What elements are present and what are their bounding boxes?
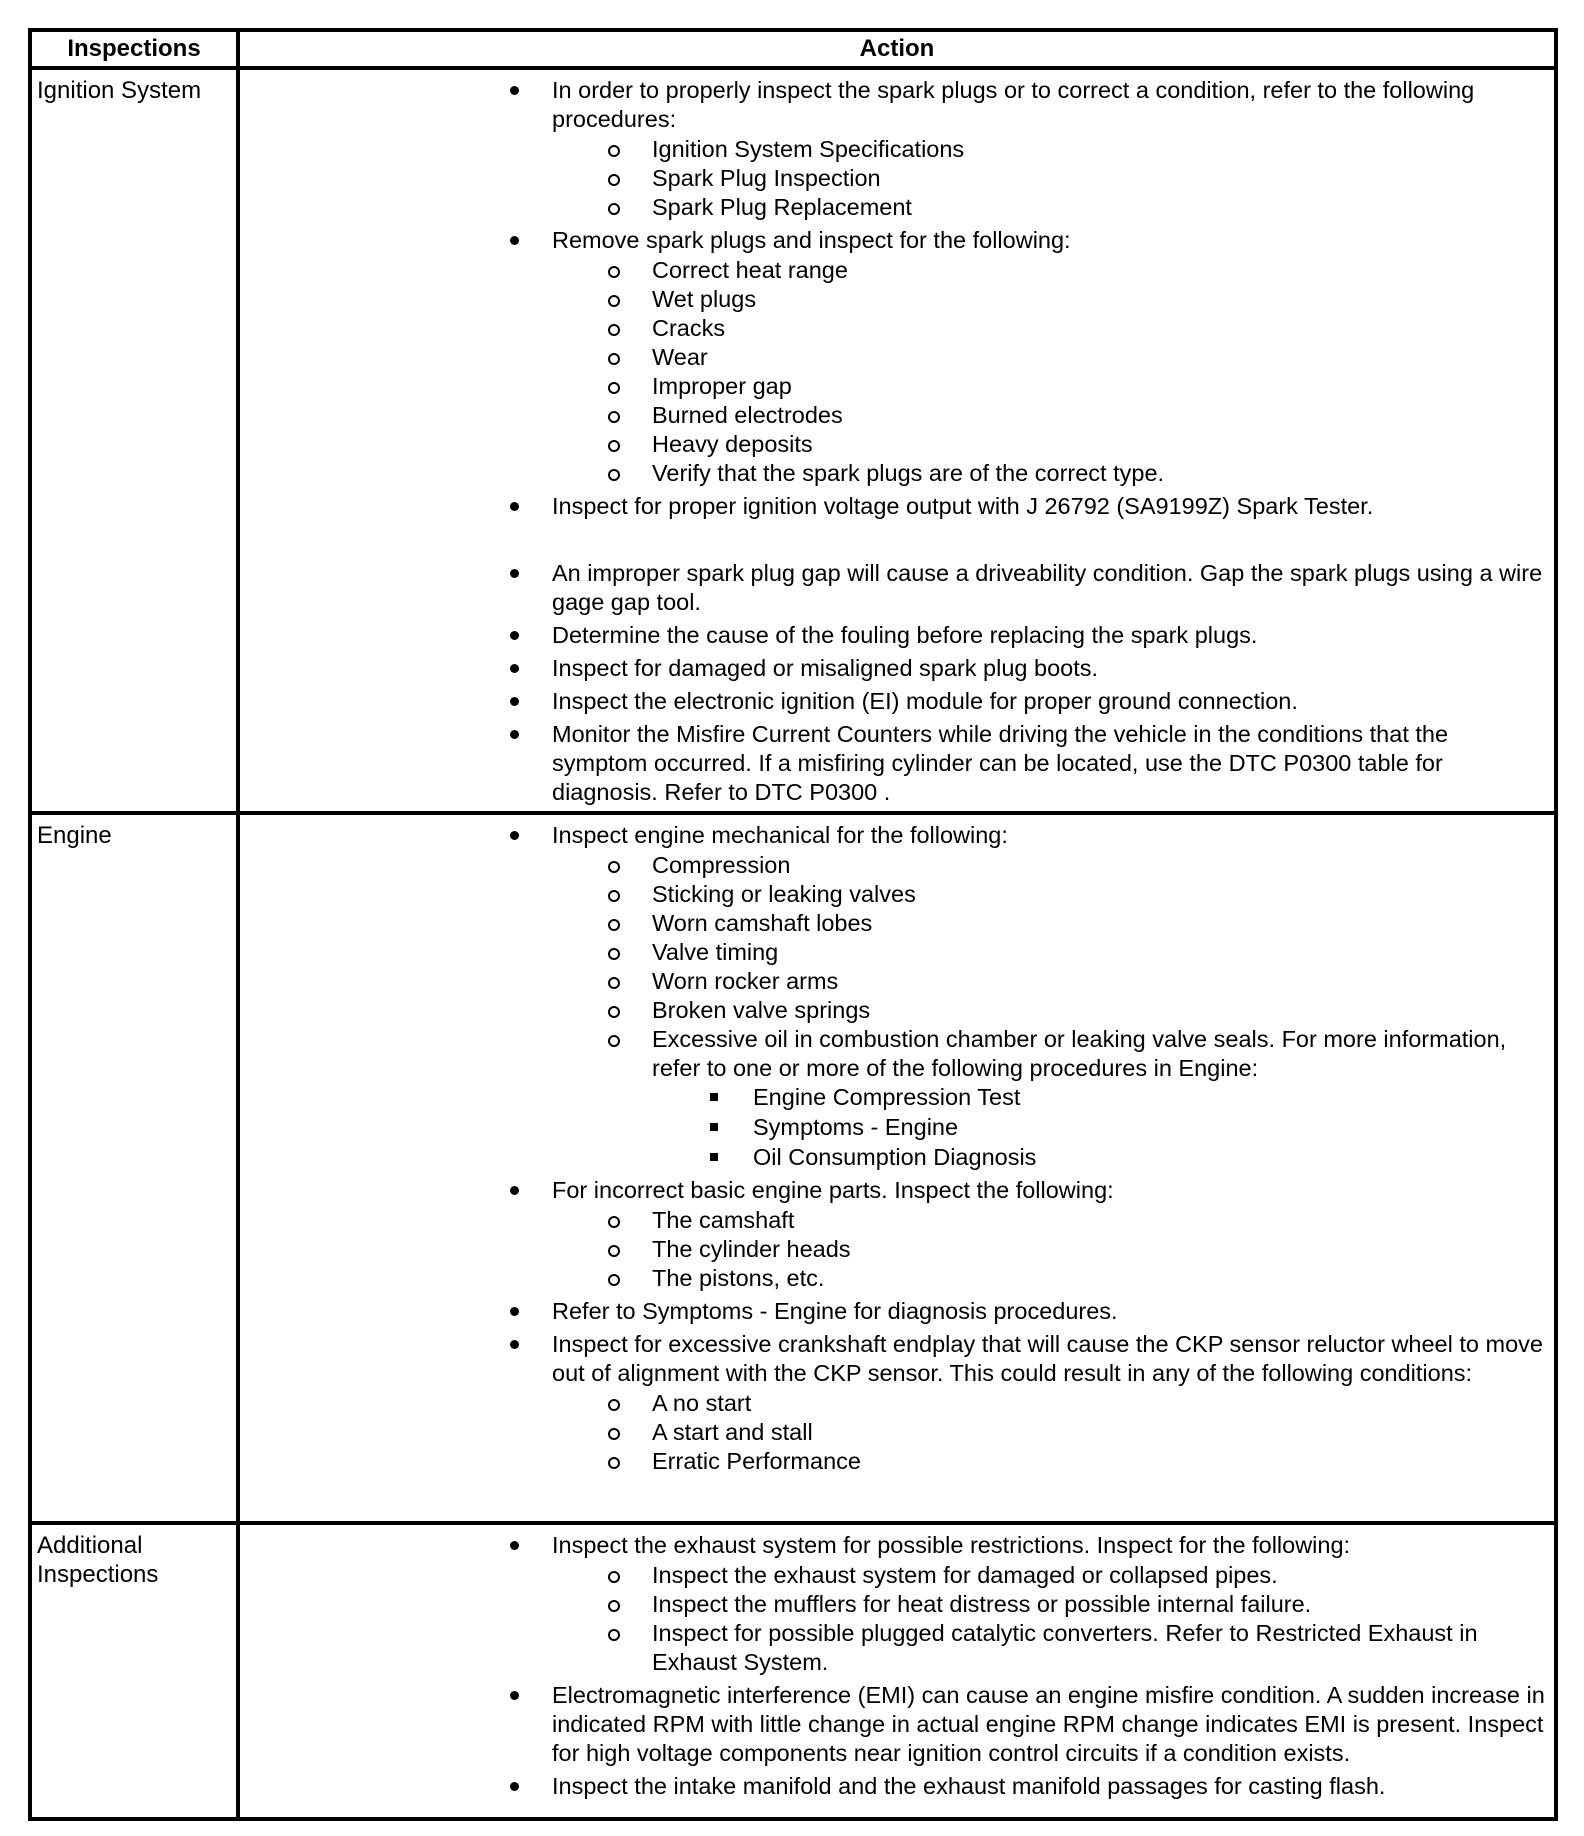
list-item bbox=[240, 1176, 1546, 1293]
sub-list-item: Inspect for possible plugged catalytic converters. Refer to Restricted Exhaust in Exhaust System. bbox=[240, 1619, 1546, 1677]
sub-list-item: Worn camshaft lobes bbox=[240, 909, 1546, 938]
sub-list bbox=[552, 851, 1546, 1172]
list-item: Inspect for proper ignition voltage output with J 26792 (SA9199Z) Spark Tester. bbox=[240, 492, 1546, 521]
sub-list-item: Compression bbox=[240, 851, 1546, 880]
list-item bbox=[240, 1531, 1546, 1677]
sub-list-item: Improper gap bbox=[240, 372, 1546, 401]
sub-sub-list bbox=[652, 1083, 1546, 1172]
sub-list-item: Worn rocker arms bbox=[240, 967, 1546, 996]
list-item: Monitor the Misfire Current Counters while driving the vehicle in the conditions that the symptom occurred. If a misfiring cylinder can be located, use the DTC P0300 table for diagnosis. Refer to DTC P0300 . bbox=[240, 720, 1546, 807]
sub-list bbox=[552, 1389, 1546, 1476]
action-cell bbox=[238, 1523, 1556, 1819]
sub-list-item: Correct heat range bbox=[240, 256, 1546, 285]
item-text: Inspect engine mechanical for the following: bbox=[552, 822, 1008, 848]
sub-list-item: Inspect the mufflers for heat distress or possible internal failure. bbox=[240, 1590, 1546, 1619]
sub-list-item: Heavy deposits bbox=[240, 430, 1546, 459]
sub-list-item: Broken valve springs bbox=[240, 996, 1546, 1025]
item-text: For incorrect basic engine parts. Inspect the following: bbox=[552, 1177, 1114, 1203]
list-item bbox=[240, 226, 1546, 488]
sub-list-item: The cylinder heads bbox=[240, 1235, 1546, 1264]
action-list bbox=[240, 821, 1546, 1476]
sub-list-item: Burned electrodes bbox=[240, 401, 1546, 430]
sub-list-item: Verify that the spark plugs are of the correct type. bbox=[240, 459, 1546, 488]
list-item: Electromagnetic interference (EMI) can cause an engine misfire condition. A sudden increase in indicated RPM with little change in actual engine RPM change indicates EMI is present. Inspect for high voltage components near ignition control circuits if a condition exists. bbox=[240, 1681, 1546, 1768]
list-item: An improper spark plug gap will cause a driveability condition. Gap the spark plugs using a wire gage gap tool. bbox=[240, 559, 1546, 617]
sub-sub-list-item: Oil Consumption Diagnosis bbox=[240, 1143, 1546, 1172]
sub-list-item: Inspect the exhaust system for damaged or collapsed pipes. bbox=[240, 1561, 1546, 1590]
action-header: Action bbox=[238, 30, 1556, 68]
list-item: Inspect for damaged or misaligned spark plug boots. bbox=[240, 654, 1546, 683]
list-item bbox=[240, 1330, 1546, 1476]
sub-list-item bbox=[240, 1025, 1546, 1172]
sub-item-text: Excessive oil in combustion chamber or leaking valve seals. For more information, refer to one or more of the following procedures in Engine: bbox=[652, 1026, 1507, 1081]
table-row-additional-inspections bbox=[30, 1523, 1556, 1819]
list-item: Determine the cause of the fouling before replacing the spark plugs. bbox=[240, 621, 1546, 650]
sub-list bbox=[552, 1561, 1546, 1677]
action-list bbox=[240, 76, 1546, 807]
sub-list bbox=[552, 1206, 1546, 1293]
table-row-ignition-system bbox=[30, 68, 1556, 813]
sub-sub-list-item: Engine Compression Test bbox=[240, 1083, 1546, 1112]
list-item bbox=[240, 821, 1546, 1172]
header-row bbox=[30, 30, 1556, 68]
sub-list-item: A start and stall bbox=[240, 1418, 1546, 1447]
inspection-cell: Engine bbox=[30, 813, 238, 1523]
sub-list-item: The camshaft bbox=[240, 1206, 1546, 1235]
sub-list-item: Spark Plug Replacement bbox=[240, 193, 1546, 222]
list-item: Refer to Symptoms - Engine for diagnosis procedures. bbox=[240, 1297, 1546, 1326]
action-cell bbox=[238, 813, 1556, 1523]
sub-list-item: Spark Plug Inspection bbox=[240, 164, 1546, 193]
table-row-engine bbox=[30, 813, 1556, 1523]
sub-list bbox=[552, 135, 1546, 222]
inspection-cell: Additional Inspections bbox=[30, 1523, 238, 1819]
item-text: In order to properly inspect the spark plugs or to correct a condition, refer to the following procedures: bbox=[552, 77, 1475, 132]
sub-list bbox=[552, 256, 1546, 488]
sub-list-item: Wet plugs bbox=[240, 285, 1546, 314]
sub-sub-list-item: Symptoms - Engine bbox=[240, 1113, 1546, 1142]
list-item: Inspect the electronic ignition (EI) module for proper ground connection. bbox=[240, 687, 1546, 716]
inspection-table bbox=[28, 28, 1558, 1821]
item-text: Inspect for excessive crankshaft endplay that will cause the CKP sensor reluctor wheel to move out of alignment with the CKP sensor. This could result in any of the following conditions: bbox=[552, 1331, 1543, 1386]
sub-list-item: The pistons, etc. bbox=[240, 1264, 1546, 1293]
inspection-cell: Ignition System bbox=[30, 68, 238, 813]
action-list bbox=[240, 1531, 1546, 1801]
item-text: Remove spark plugs and inspect for the following: bbox=[552, 227, 1071, 253]
sub-list-item: Ignition System Specifications bbox=[240, 135, 1546, 164]
action-cell bbox=[238, 68, 1556, 813]
sub-list-item: A no start bbox=[240, 1389, 1546, 1418]
sub-list-item: Valve timing bbox=[240, 938, 1546, 967]
sub-list-item: Wear bbox=[240, 343, 1546, 372]
sub-list-item: Sticking or leaking valves bbox=[240, 880, 1546, 909]
item-text: Inspect the exhaust system for possible restrictions. Inspect for the following: bbox=[552, 1532, 1351, 1558]
list-item: Inspect the intake manifold and the exhaust manifold passages for casting flash. bbox=[240, 1772, 1546, 1801]
inspections-header: Inspections bbox=[30, 30, 238, 68]
sub-list-item: Erratic Performance bbox=[240, 1447, 1546, 1476]
sub-list-item: Cracks bbox=[240, 314, 1546, 343]
list-item bbox=[240, 76, 1546, 222]
